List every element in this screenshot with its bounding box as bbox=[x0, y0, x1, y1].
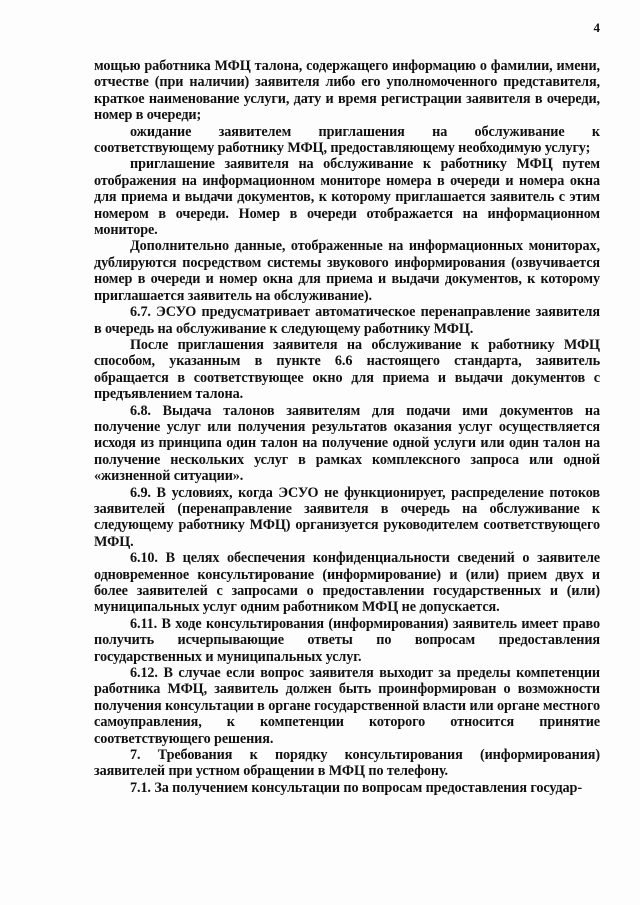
paragraph: Дополнительно данные, отображенные на информационных мониторах, дублируются посредством системы звукового информирования (озвучивается номер в очереди и номер окна для приема и выдачи документов, к которому приглашается заявитель на обслуживание). bbox=[94, 238, 600, 304]
paragraph: 6.9. В условиях, когда ЭСУО не функционирует, распределение потоков заявителей (перенаправление заявителя в очередь на обслуживание к следующему работнику МФЦ) организуется руководителем соответствующего МФЦ. bbox=[94, 484, 600, 550]
paragraph: 6.8. Выдача талонов заявителям для подачи ими документов на получение услуг или получения результатов оказания услуг осуществляется исходя из принципа один талон на получение одной услуги или один талон на получение нескольких услуг в рамках комплексного запроса или одной «жизненной ситуации». bbox=[94, 402, 600, 485]
paragraph: 6.12. В случае если вопрос заявителя выходит за пределы компетенции работника МФЦ, заявитель должен быть проинформирован о возможности получения консультации в органе государственной власти или органе местного самоуправления, к компетенции которого относится принятие соответствующего решения. bbox=[94, 665, 600, 747]
paragraph: 7.1. За получением консультации по вопросам предоставления государ- bbox=[130, 779, 582, 796]
paragraph: После приглашения заявителя на обслуживание к работнику МФЦ способом, указанным в пункте 6.6 настоящего стандарта, заявитель обращается в соответствующее окно для приема и выдачи документов с предъявлением талона. bbox=[94, 336, 600, 403]
paragraph: приглашение заявителя на обслуживание к работнику МФЦ путем отображения на информационном мониторе номера в очереди и номера окна для приема и выдачи документов, к которому приглашается заявитель с этим номером в очереди. Номер в очереди отображается на информационном мониторе. bbox=[94, 156, 600, 239]
paragraph: 6.11. В ходе консультирования (информирования) заявитель имеет право получить исчерпывающие ответы по вопросам предоставления государственных и муниципальных услуг. bbox=[94, 615, 600, 665]
paragraph: ожидание заявителем приглашения на обслуживание к соответствующему работнику МФЦ, предоставляющему необходимую услугу; bbox=[94, 123, 600, 157]
page-number: 4 bbox=[593, 20, 600, 35]
paragraph: 7. Требования к порядку консультирования (информирования) заявителей при устном обращении в МФЦ по телефону. bbox=[94, 747, 600, 780]
paragraph: 6.10. В целях обеспечения конфиденциальности сведений о заявителе одновременное консультирование (информирование) и (или) прием двух и более заявителей с запросами о предоставлении государственных и (или) муниципальных услуг одним работником МФЦ не допускается. bbox=[94, 550, 600, 616]
paragraph: 6.7. ЭСУО предусматривает автоматическое перенаправление заявителя в очередь на обслуживание к следующему работнику МФЦ. bbox=[94, 304, 600, 337]
paragraph: мощью работника МФЦ талона, содержащего информацию о фамилии, имени, отчестве (при наличии) заявителя либо его уполномоченного представителя, краткое наименование услуги, дату и время регистрации заявителя в очереди, номер в очереди; bbox=[94, 58, 600, 124]
page-body bbox=[94, 58, 600, 796]
